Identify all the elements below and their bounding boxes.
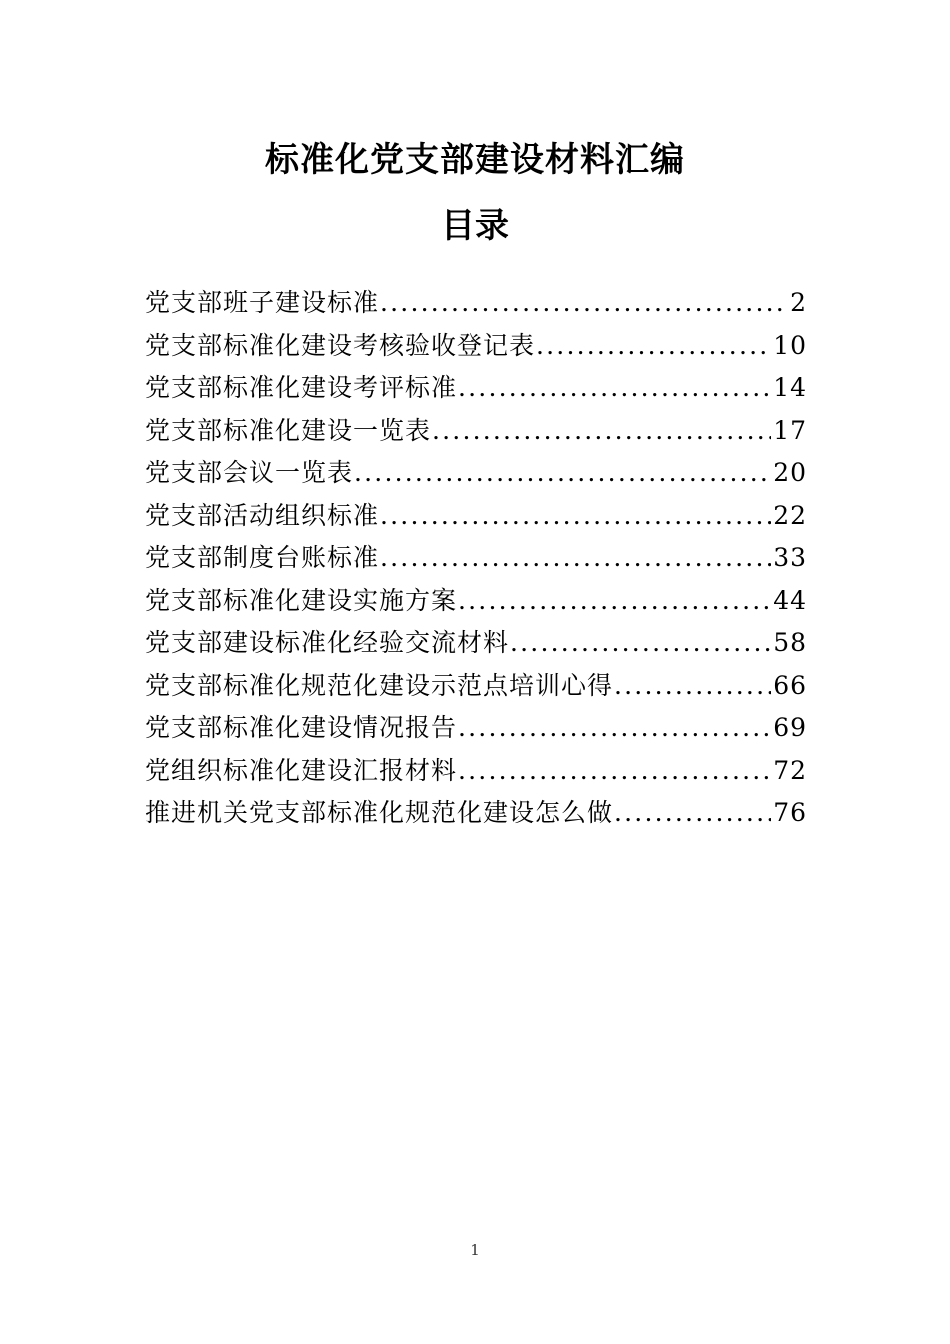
page-number: 1 — [470, 1241, 480, 1259]
toc-dot-leader — [354, 452, 771, 495]
toc-entry-title: 党支部标准化规范化建设示范点培训心得 — [145, 670, 614, 700]
toc-entry-title: 党支部活动组织标准 — [145, 500, 380, 530]
toc-entry-title: 党支部标准化建设一览表 — [145, 415, 432, 445]
toc-entry-page: 72 — [773, 755, 807, 785]
toc-dot-leader — [458, 707, 771, 750]
toc-entry[interactable] — [145, 452, 807, 495]
toc-entry-page: 33 — [773, 543, 807, 572]
toc-dot-leader — [380, 282, 788, 325]
toc-entry-title: 党支部标准化建设实施方案 — [145, 585, 458, 615]
toc-entry-title: 党支部班子建设标准 — [145, 288, 380, 317]
toc-dot-leader — [380, 537, 771, 580]
toc-dot-leader — [432, 410, 771, 453]
toc-entry-page: 2 — [790, 288, 807, 317]
toc-entry-title: 党支部会议一览表 — [145, 458, 354, 487]
toc-entry[interactable] — [145, 622, 807, 665]
toc-entry[interactable] — [145, 792, 807, 835]
toc-entry[interactable] — [145, 665, 807, 708]
toc-dot-leader — [458, 367, 771, 410]
toc-dot-leader — [510, 622, 771, 665]
toc-entry[interactable] — [145, 580, 807, 623]
toc-entry[interactable] — [145, 367, 807, 410]
toc-entry-page: 44 — [773, 585, 807, 615]
toc-entry[interactable] — [145, 750, 807, 793]
toc-dot-leader — [380, 495, 771, 538]
toc-entry-page: 76 — [773, 798, 807, 827]
document-title: 标准化党支部建设材料汇编 — [265, 140, 685, 180]
toc-dot-leader — [536, 325, 771, 368]
toc-entry-page: 14 — [773, 373, 807, 402]
toc-entry-page: 22 — [773, 500, 807, 530]
toc-entry-title: 党支部标准化建设考核验收登记表 — [145, 330, 536, 360]
toc-entry-title: 党支部标准化建设情况报告 — [145, 713, 458, 742]
toc-entry-page: 17 — [773, 415, 807, 445]
toc-entry[interactable] — [145, 537, 807, 580]
toc-entry[interactable] — [145, 282, 807, 325]
toc-entry-title: 党支部建设标准化经验交流材料 — [145, 628, 510, 657]
toc-entry-page: 66 — [773, 670, 807, 700]
toc-entry[interactable] — [145, 410, 807, 453]
toc-dot-leader — [458, 750, 771, 793]
toc-entry-page: 69 — [773, 713, 807, 742]
toc-entry-title: 党支部制度台账标准 — [145, 543, 380, 572]
toc-heading: 目录 — [441, 206, 509, 246]
toc-entry-page: 10 — [773, 330, 807, 360]
table-of-contents — [145, 282, 807, 835]
toc-entry-page: 20 — [773, 458, 807, 487]
toc-dot-leader — [458, 580, 771, 623]
toc-dot-leader — [614, 665, 771, 708]
toc-entry[interactable] — [145, 325, 807, 368]
toc-entry-page: 58 — [773, 628, 807, 657]
toc-entry[interactable] — [145, 495, 807, 538]
toc-entry[interactable] — [145, 707, 807, 750]
toc-entry-title: 推进机关党支部标准化规范化建设怎么做 — [145, 798, 614, 827]
toc-dot-leader — [614, 792, 771, 835]
toc-entry-title: 党支部标准化建设考评标准 — [145, 373, 458, 402]
toc-entry-title: 党组织标准化建设汇报材料 — [145, 755, 458, 785]
